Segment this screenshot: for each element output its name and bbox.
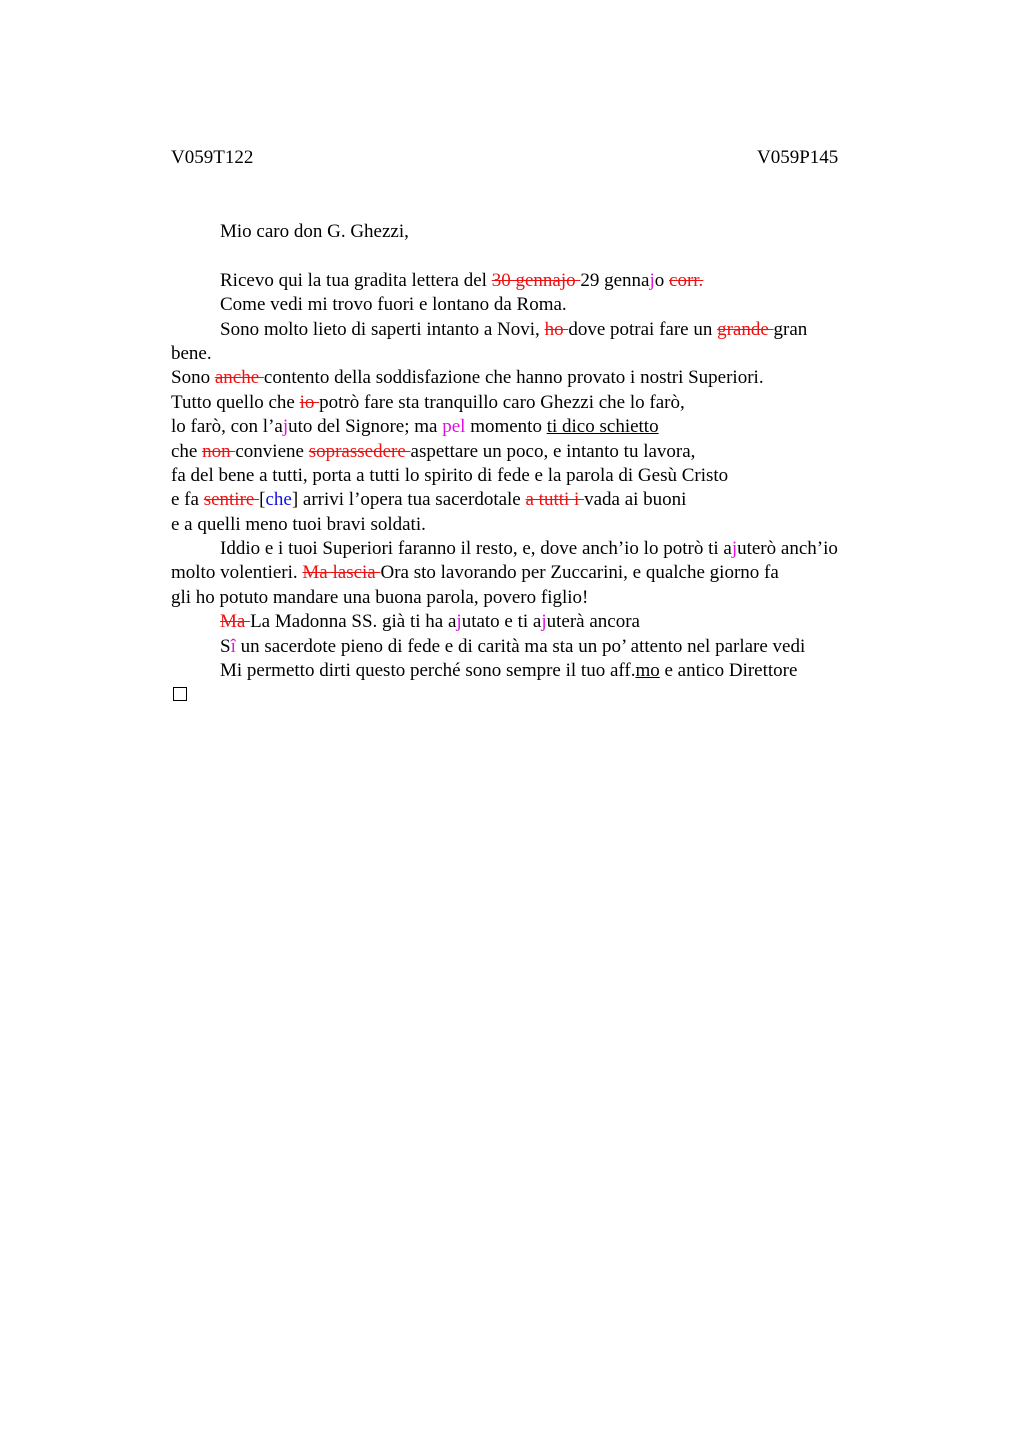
line-text: molto volentieri.	[171, 562, 303, 584]
letter-line	[171, 586, 901, 610]
inserted-text: che	[265, 489, 292, 511]
corrected-letter: j	[282, 416, 289, 438]
letter-line	[171, 440, 901, 464]
deleted-text: non	[202, 440, 236, 462]
underlined-text: ti dico schietto	[546, 416, 659, 438]
letter-line	[171, 488, 901, 512]
paragraph-gap	[171, 244, 901, 268]
line-text: e fa	[171, 489, 204, 511]
line-text: S	[220, 635, 231, 657]
line-text: gran	[773, 318, 808, 340]
line-text: Iddio e i tuoi Superiori faranno il resto, e, dove anch’io lo potrò ti a	[220, 538, 732, 560]
end-marker-line	[171, 683, 901, 707]
square-marker-icon	[173, 687, 187, 701]
line-text: gli ho potuto mandare una buona parola, povero figlio!	[171, 586, 589, 608]
corrected-letter: j	[456, 611, 462, 633]
letter-line	[171, 269, 901, 293]
deleted-text: a tutti i	[525, 489, 585, 511]
letter-line	[171, 464, 901, 488]
letter-line	[171, 220, 901, 244]
deleted-text: Ma lascia	[302, 562, 381, 584]
letter-line	[171, 293, 901, 317]
letter-line	[171, 561, 901, 585]
line-text: Sono molto lieto di saperti intanto a Novi,	[220, 318, 545, 340]
letter-line	[171, 635, 901, 659]
line-text: e antico Direttore	[659, 660, 798, 682]
line-text: fa del bene a tutti, porta a tutti lo spirito di fede e la parola di Gesù Cristo	[171, 464, 729, 486]
line-text: Mio caro don G. Ghezzi,	[220, 221, 409, 242]
line-text: [	[259, 489, 266, 511]
line-text: lo farò, con l’a	[171, 416, 283, 438]
line-text: utato e ti a	[461, 611, 542, 633]
deleted-text: 30 gennajo	[491, 269, 581, 291]
line-text: Sono	[171, 367, 215, 389]
deleted-text: corr.	[669, 269, 704, 291]
letter-line	[171, 342, 901, 366]
line-text: o	[654, 269, 670, 291]
letter-line	[171, 610, 901, 634]
line-text: e a quelli meno tuoi bravi soldati.	[171, 513, 426, 535]
line-text: conviene	[235, 440, 309, 462]
doc-id-right: V059P145	[757, 147, 839, 168]
line-text: Ricevo qui la tua gradita lettera del	[220, 269, 492, 291]
letter-line	[171, 391, 901, 415]
doc-id-left: V059T122	[171, 147, 254, 168]
deleted-text: soprassedere	[308, 440, 411, 462]
letter-line	[171, 537, 901, 561]
corrected-letter: j	[541, 611, 547, 633]
letter-line	[171, 318, 901, 342]
corrected-letter: î	[230, 635, 236, 657]
deleted-text: io	[299, 391, 320, 413]
line-text: Tutto quello che	[171, 391, 300, 413]
line-text: vada ai buoni	[584, 489, 687, 511]
letter-body	[171, 220, 901, 708]
line-text: uterà ancora	[546, 611, 640, 633]
line-text: Mi permetto dirti questo perché sono sempre il tuo aff.	[220, 660, 636, 682]
line-text: Ora sto lavorando per Zuccarini, e qualche giorno fa	[380, 562, 779, 584]
line-text: ] arrivi l’opera tua sacerdotale	[291, 489, 526, 511]
deleted-text: Ma	[220, 611, 251, 633]
line-text: La Madonna SS. già ti ha a	[250, 611, 457, 633]
line-text: che	[171, 440, 203, 462]
deleted-text: grande	[717, 318, 774, 340]
line-text: uto del Signore; ma	[288, 416, 443, 438]
corrected-letter: j	[649, 269, 655, 291]
line-text: uterò anch’io	[737, 538, 838, 560]
line-text: momento	[465, 416, 547, 438]
corrected-letter: j	[731, 538, 738, 560]
line-text: dove potrai fare un	[568, 318, 718, 340]
deleted-text: ho	[544, 318, 569, 340]
corrected-letter: pel	[442, 416, 466, 438]
letter-line	[171, 659, 901, 683]
underlined-text: mo	[635, 660, 660, 682]
letter-line	[171, 415, 901, 439]
letter-line	[171, 366, 901, 390]
line-text: contento della soddisfazione che hanno provato i nostri Superiori.	[263, 367, 764, 389]
letter-line	[171, 513, 901, 537]
line-text: potrò fare sta tranquillo caro Ghezzi che lo farò,	[319, 391, 685, 413]
line-text: Come vedi mi trovo fuori e lontano da Roma.	[220, 294, 567, 316]
deleted-text: sentire	[203, 489, 260, 511]
line-text: un sacerdote pieno di fede e di carità ma sta un po’ attento nel parlare vedi	[235, 635, 806, 657]
deleted-text: anche	[214, 367, 264, 389]
line-text: 29 genna	[580, 269, 650, 291]
line-text: bene.	[171, 342, 212, 364]
line-text: aspettare un poco, e intanto tu lavora,	[410, 440, 696, 462]
